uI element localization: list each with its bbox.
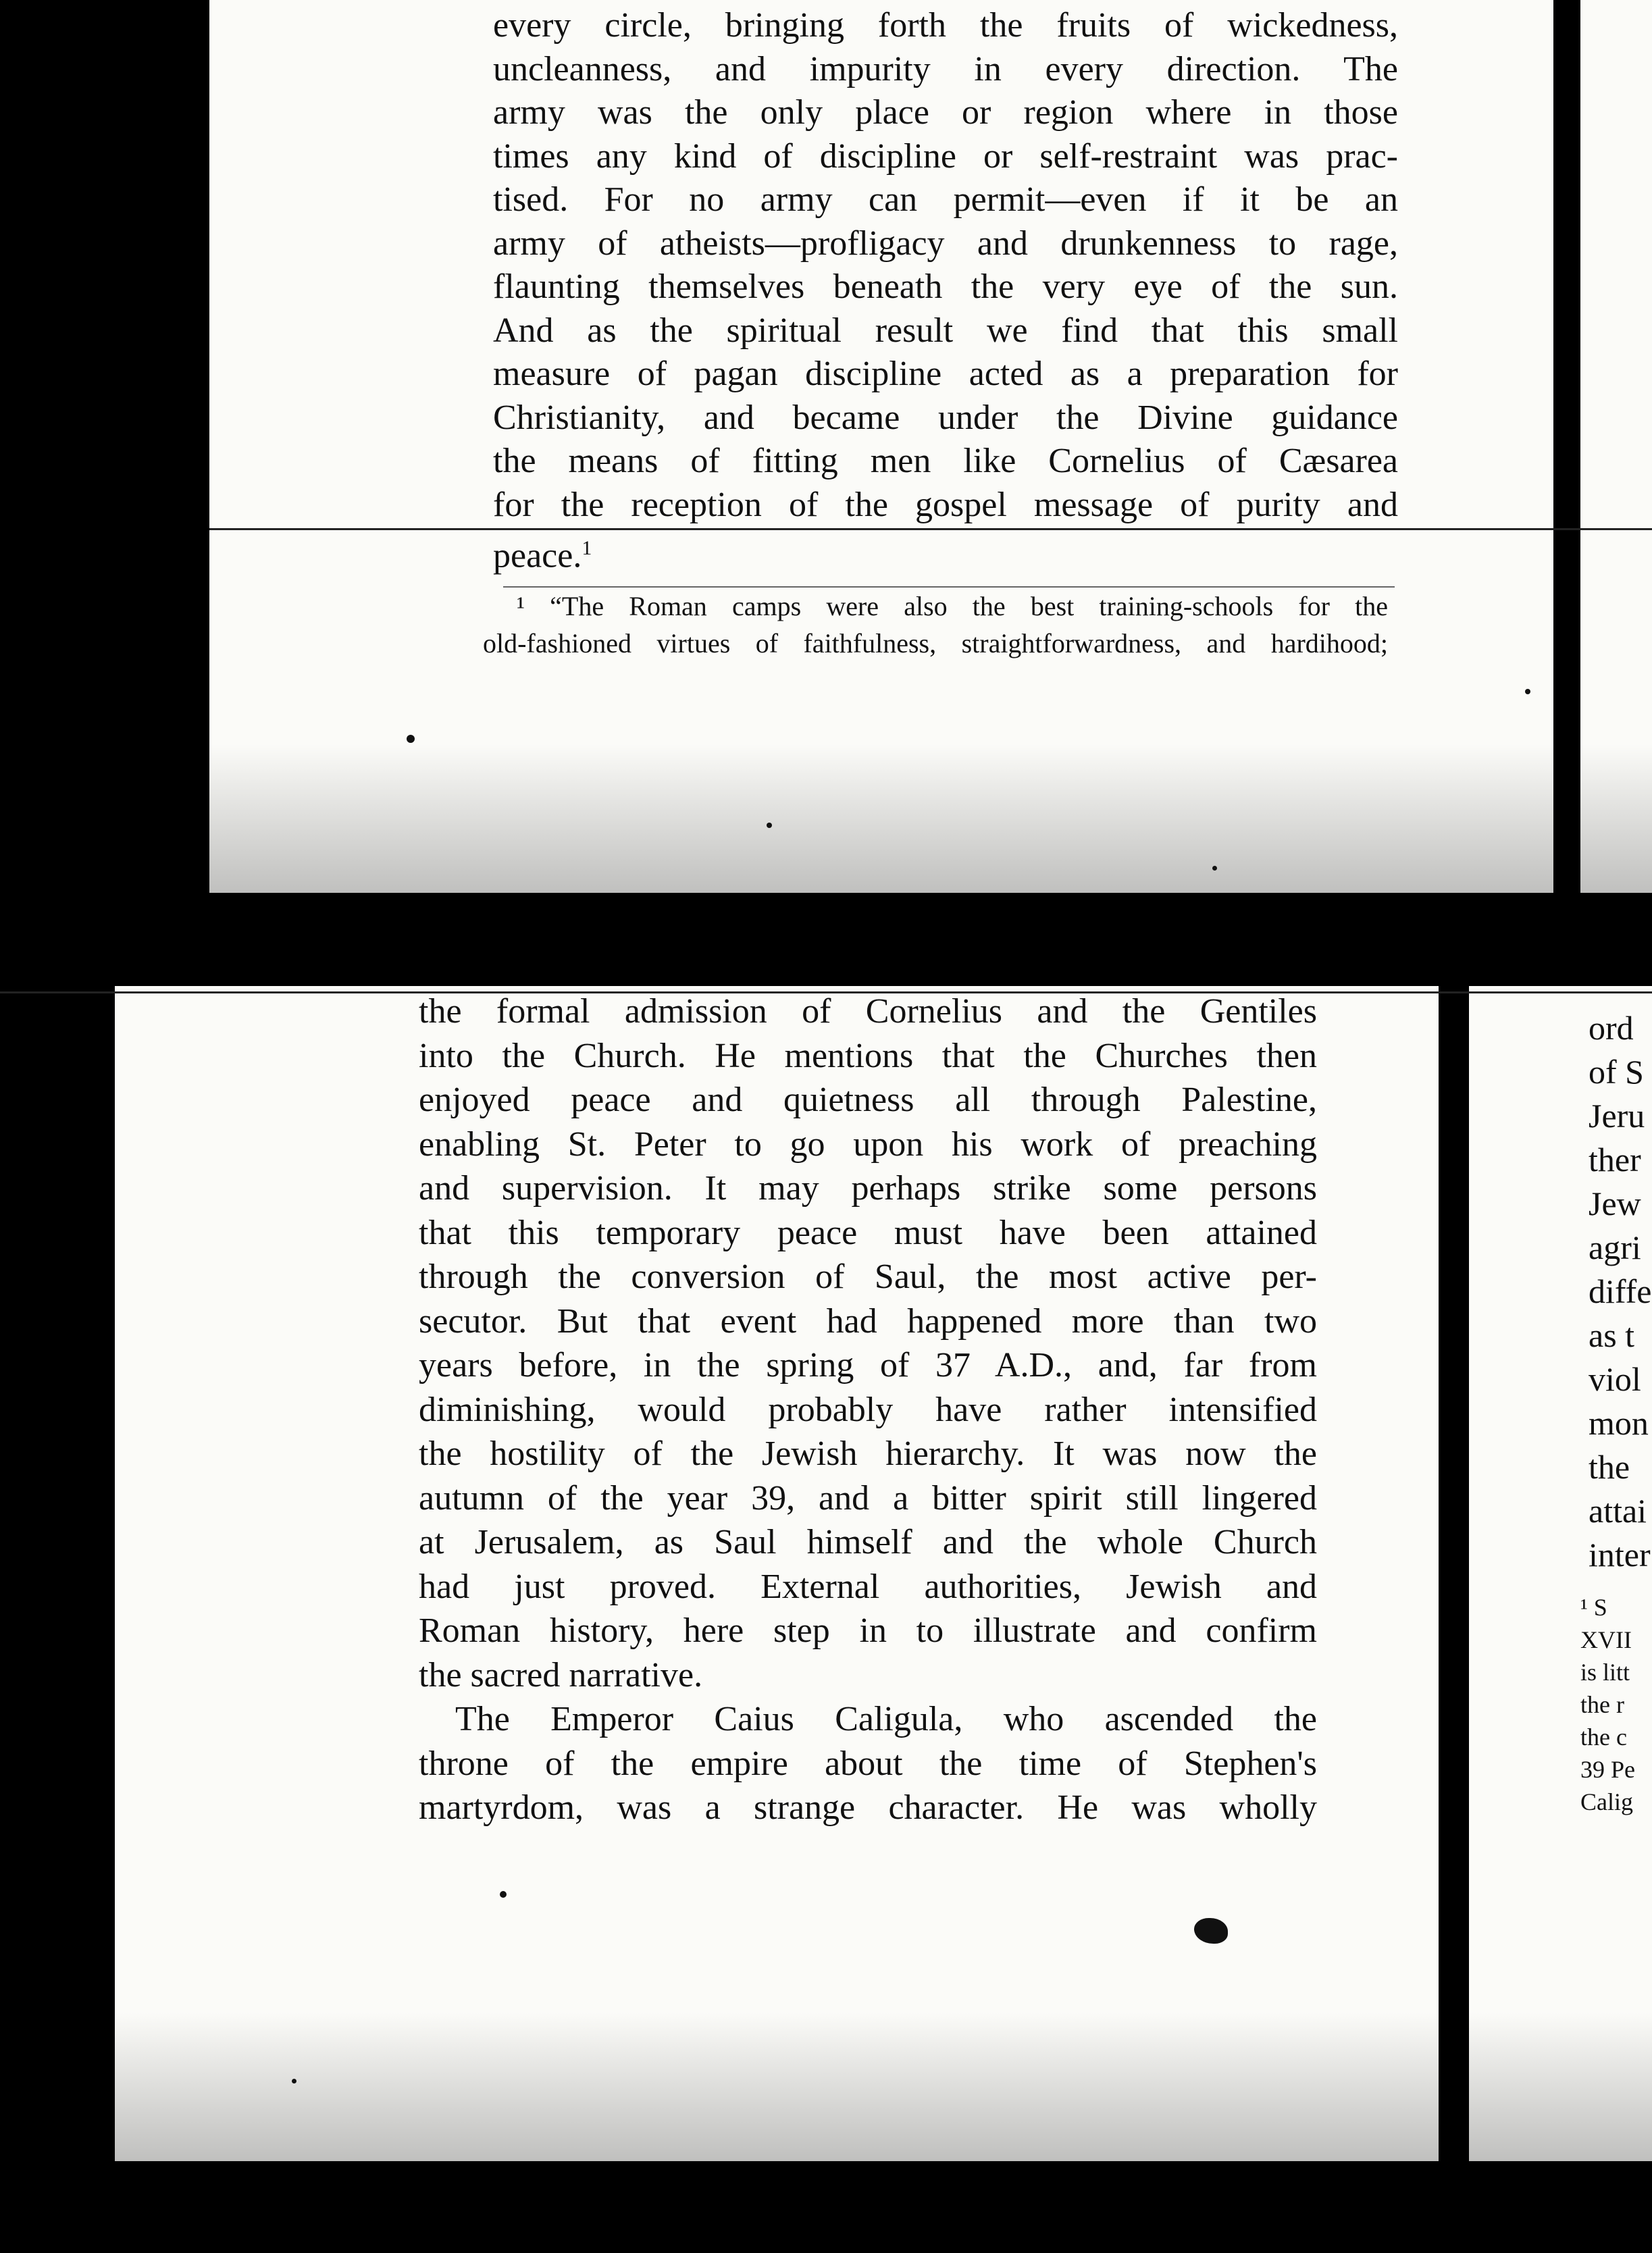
footnote-reference: 1 [582,537,592,559]
book-gutter [1553,0,1580,893]
next-page-edge [1580,0,1652,893]
fragment-line: inter [1589,1536,1651,1574]
fragment-line: mon [1589,1404,1649,1442]
scan-crease-line [209,528,1652,530]
text-line: uncleanness, and impurity in every direction. The [493,49,1398,88]
fragment-line: ther [1589,1141,1641,1179]
text-line: throne of the empire about the time of Stephen's [419,1744,1317,1783]
top-page-body-text [493,4,1398,578]
text-line: that this temporary peace must have been attained [419,1213,1317,1252]
text-line-content: peace. [493,536,582,575]
text-line: enabling St. Peter to go upon his work of preaching [419,1124,1317,1164]
ink-speck [767,823,772,828]
ink-speck [1212,866,1217,871]
text-line: at Jerusalem, as Saul himself and the whole Church [419,1523,1317,1561]
book-gutter [1439,986,1469,2253]
text-line: diminishing, would probably have rather intensified [419,1390,1317,1429]
text-line: tised. For no army can permit—even if it be an [493,180,1398,219]
fragment-line: the [1589,1448,1630,1486]
text-line: through the conversion of Saul, the most active per- [419,1258,1317,1296]
fragment-line: is litt [1580,1659,1630,1686]
text-line: measure of pagan discipline acted as a preparation for [493,355,1398,393]
text-line: army was the only place or region where in those [493,93,1398,132]
fragment-line: 39 Pe [1580,1756,1635,1783]
text-line: years before, in the spring of 37 A.D., and, far from [419,1346,1317,1384]
text-line: secutor. But that event had happened more than two [419,1301,1317,1341]
fragment-line: XVII [1580,1626,1632,1653]
bottom-page-body-text [419,989,1317,1830]
fragment-line: attai [1589,1492,1647,1530]
footnote [483,588,1388,662]
fragment-line: diffe [1589,1272,1652,1310]
text-line: army of atheists—profligacy and drunkenness to rage, [493,224,1398,263]
fragment-line: Jew [1589,1185,1641,1222]
text-line: enjoyed peace and quietness all through Palestine, [419,1081,1317,1119]
fragment-line: viol [1589,1360,1641,1398]
text-line: the hostility of the Jewish hierarchy. It was now the [419,1434,1317,1473]
fragment-line: as t [1589,1316,1635,1354]
text-line: every circle, bringing forth the fruits of wickedness, [493,6,1398,45]
text-line: Roman history, here step in to illustrate and confirm [419,1611,1317,1650]
text-line: Christianity, and became under the Divine guidance [493,398,1398,437]
text-line: flaunting themselves beneath the very eye of the sun. [493,267,1398,306]
ink-speck [500,1891,507,1898]
ink-speck [1525,689,1530,694]
facing-page-footnote-fragments [1580,1591,1652,1818]
top-page-scan [0,0,1652,893]
text-line: the sacred narrative. [419,1655,703,1694]
fragment-line: ord [1589,1009,1634,1047]
text-line: had just proved. External authorities, Jewish and [419,1567,1317,1606]
ink-speck [407,735,415,743]
fragment-line: agri [1589,1228,1641,1266]
footnote-line: ¹ “The Roman camps were also the best training-schools for the [517,591,1388,621]
text-line: and supervision. It may perhaps strike some persons [419,1169,1317,1208]
fragment-line: of S [1589,1053,1644,1091]
text-line: the means of fitting men like Cornelius of Cæsarea [493,442,1398,480]
fragment-line: Jeru [1589,1097,1645,1135]
text-line: And as the spiritual result we find that this small [493,311,1398,350]
text-line-last [493,527,1398,578]
ink-speck [292,2079,296,2083]
footnote-line: old-fashioned virtues of faithfulness, straightforwardness, and hardihood; [483,628,1388,658]
text-line: martyrdom, was a strange character. He was wholly [419,1788,1317,1827]
text-line: for the reception of the gospel message of purity and [493,485,1398,524]
text-line: autumn of the year 39, and a bitter spirit still lingered [419,1478,1317,1518]
text-line: into the Church. He mentions that the Churches then [419,1036,1317,1075]
fragment-line: Calig [1580,1788,1633,1815]
facing-page-text-fragments [1589,1006,1652,1577]
fragment-line: the c [1580,1724,1627,1751]
text-line: The Emperor Caius Caligula, who ascended the [455,1700,1317,1738]
text-line: times any kind of discipline or self-restraint was prac- [493,136,1398,176]
text-line: the formal admission of Cornelius and the Gentiles [419,992,1317,1031]
fragment-line: ¹ S [1580,1594,1607,1621]
fragment-line: the r [1580,1691,1624,1718]
